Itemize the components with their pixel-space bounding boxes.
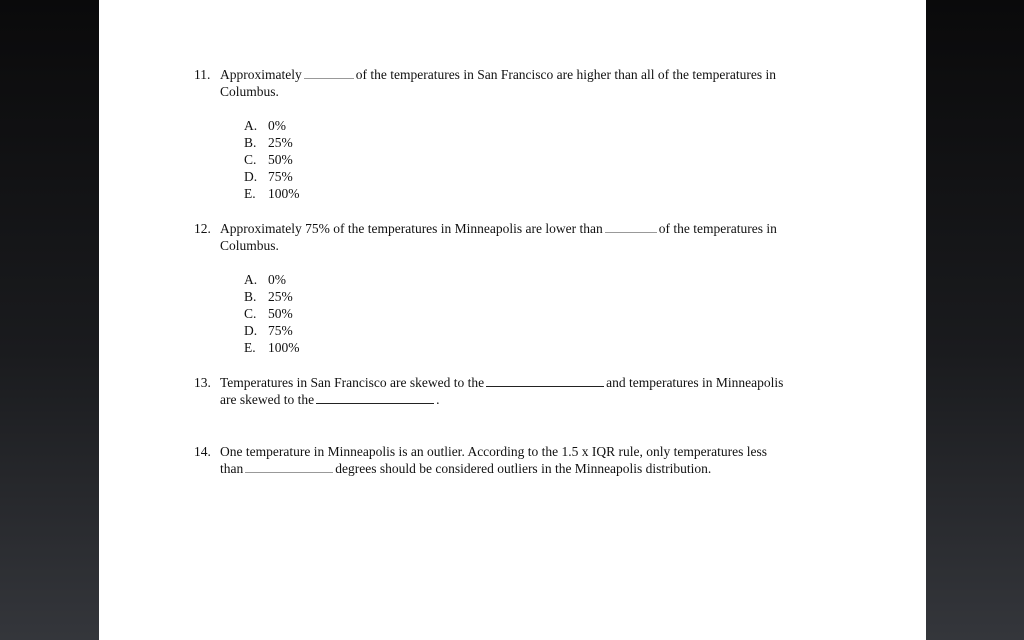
answer-blank[interactable] <box>245 460 333 473</box>
question-14 <box>194 443 844 477</box>
option-c[interactable]: C. 50% <box>244 306 293 321</box>
option-d[interactable]: D. 75% <box>244 323 293 338</box>
question-line-2: Columbus. <box>220 84 279 99</box>
option-e[interactable]: E. 100% <box>244 186 300 201</box>
option-b[interactable]: B. 25% <box>244 289 293 304</box>
question-line-1: Approximately 75% of the temperatures in Minneapolis are lower than of the temperatures in <box>220 221 777 236</box>
question-11 <box>194 66 844 100</box>
question-number: 14. <box>194 444 211 459</box>
question-line-2: than degrees should be considered outliers in the Minneapolis distribution. <box>220 461 712 476</box>
option-a[interactable]: A. 0% <box>244 272 286 287</box>
option-b[interactable]: B. 25% <box>244 135 293 150</box>
question-number: 11. <box>194 67 211 82</box>
question-line-2: Columbus. <box>220 238 279 253</box>
question-number: 12. <box>194 221 211 236</box>
option-e[interactable]: E. 100% <box>244 340 300 355</box>
option-d[interactable]: D. 75% <box>244 169 293 184</box>
options-11 <box>244 117 300 202</box>
answer-blank[interactable] <box>304 66 354 79</box>
question-line-1: Approximately of the temperatures in San Francisco are higher than all of the temperatures in <box>220 67 776 82</box>
options-12 <box>244 271 300 356</box>
question-line-1: One temperature in Minneapolis is an outlier. According to the 1.5 x IQR rule, only temperatures less <box>220 444 767 459</box>
document-page <box>99 0 926 640</box>
answer-blank[interactable] <box>605 220 657 233</box>
option-c[interactable]: C. 50% <box>244 152 293 167</box>
answer-blank[interactable] <box>316 391 434 404</box>
option-a[interactable]: A. 0% <box>244 118 286 133</box>
question-number: 13. <box>194 375 211 390</box>
question-12 <box>194 220 844 254</box>
question-13 <box>194 374 844 408</box>
question-line-2: are skewed to the . <box>220 392 440 407</box>
answer-blank[interactable] <box>486 374 604 387</box>
question-line-1: Temperatures in San Francisco are skewed to the and temperatures in Minneapolis <box>220 375 784 390</box>
